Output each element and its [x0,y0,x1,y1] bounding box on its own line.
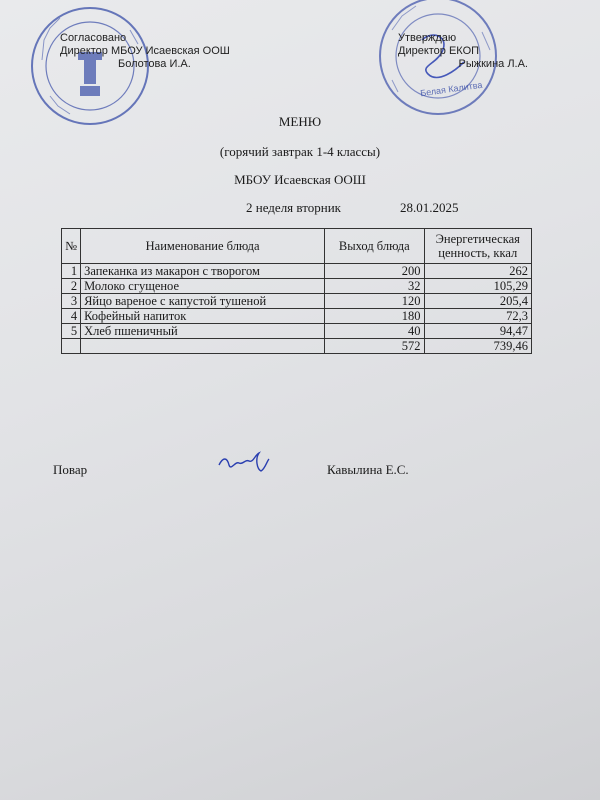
row-output: 32 [325,279,424,294]
row-output: 180 [325,309,424,324]
approval-left-name: Болотова И.А. [118,58,191,70]
total-num-cell [62,339,81,354]
total-energy: 739,46 [424,339,531,354]
week-day: 2 неделя вторник [246,200,341,215]
header-energy-line2: ценность, ккал [438,246,518,260]
school-name: МБОУ Исаевская ООШ [234,172,366,187]
row-energy: 105,29 [424,279,531,294]
row-output: 200 [325,264,424,279]
row-num: 4 [62,309,81,324]
row-name: Кофейный напиток [81,309,325,324]
menu-table [61,228,532,354]
approval-right-label: Утверждаю [398,32,457,44]
row-energy: 72,3 [424,309,531,324]
approval-left-position: Директор МБОУ Исаевская ООШ [60,45,230,57]
row-num: 3 [62,294,81,309]
total-output: 572 [325,339,424,354]
cook-signature [215,447,271,480]
menu-title: МЕНЮ [278,114,322,129]
approval-right-position: Директор ЕКОП [398,45,480,57]
table-header-row [62,229,532,264]
table-row [62,309,532,324]
menu-date: 28.01.2025 [400,200,459,215]
cook-label: Повар [53,462,88,477]
row-output: 120 [325,294,424,309]
row-output: 40 [325,324,424,339]
menu-subtitle: (горячий завтрак 1-4 классы) [219,144,381,159]
row-num: 5 [62,324,81,339]
approval-right-name: Рыжкина Л.А. [458,58,528,70]
row-name: Запеканка из макарон с творогом [81,264,325,279]
header-energy-line1: Энергетическая [435,232,520,246]
row-num: 1 [62,264,81,279]
table-row [62,294,532,309]
approval-block-right [398,32,528,71]
approval-left-label: Согласовано [60,32,127,44]
header-name: Наименование блюда [81,229,325,264]
row-name: Хлеб пшеничный [81,324,325,339]
cook-name: Кавылина Е.С. [327,462,409,477]
table-row [62,264,532,279]
approval-block-left [60,32,230,71]
row-name: Яйцо вареное с капустой тушеной [81,294,325,309]
total-name-cell [81,339,325,354]
stamp-right-caption: Белая Калитва [419,79,483,99]
row-energy: 262 [424,264,531,279]
header-energy [424,229,531,264]
row-num: 2 [62,279,81,294]
header-num: № [62,229,81,264]
row-energy: 94,47 [424,324,531,339]
table-row [62,279,532,294]
row-name: Молоко сгущеное [81,279,325,294]
table-row [62,324,532,339]
table-total-row [62,339,532,354]
header-output: Выход блюда [325,229,424,264]
row-energy: 205,4 [424,294,531,309]
